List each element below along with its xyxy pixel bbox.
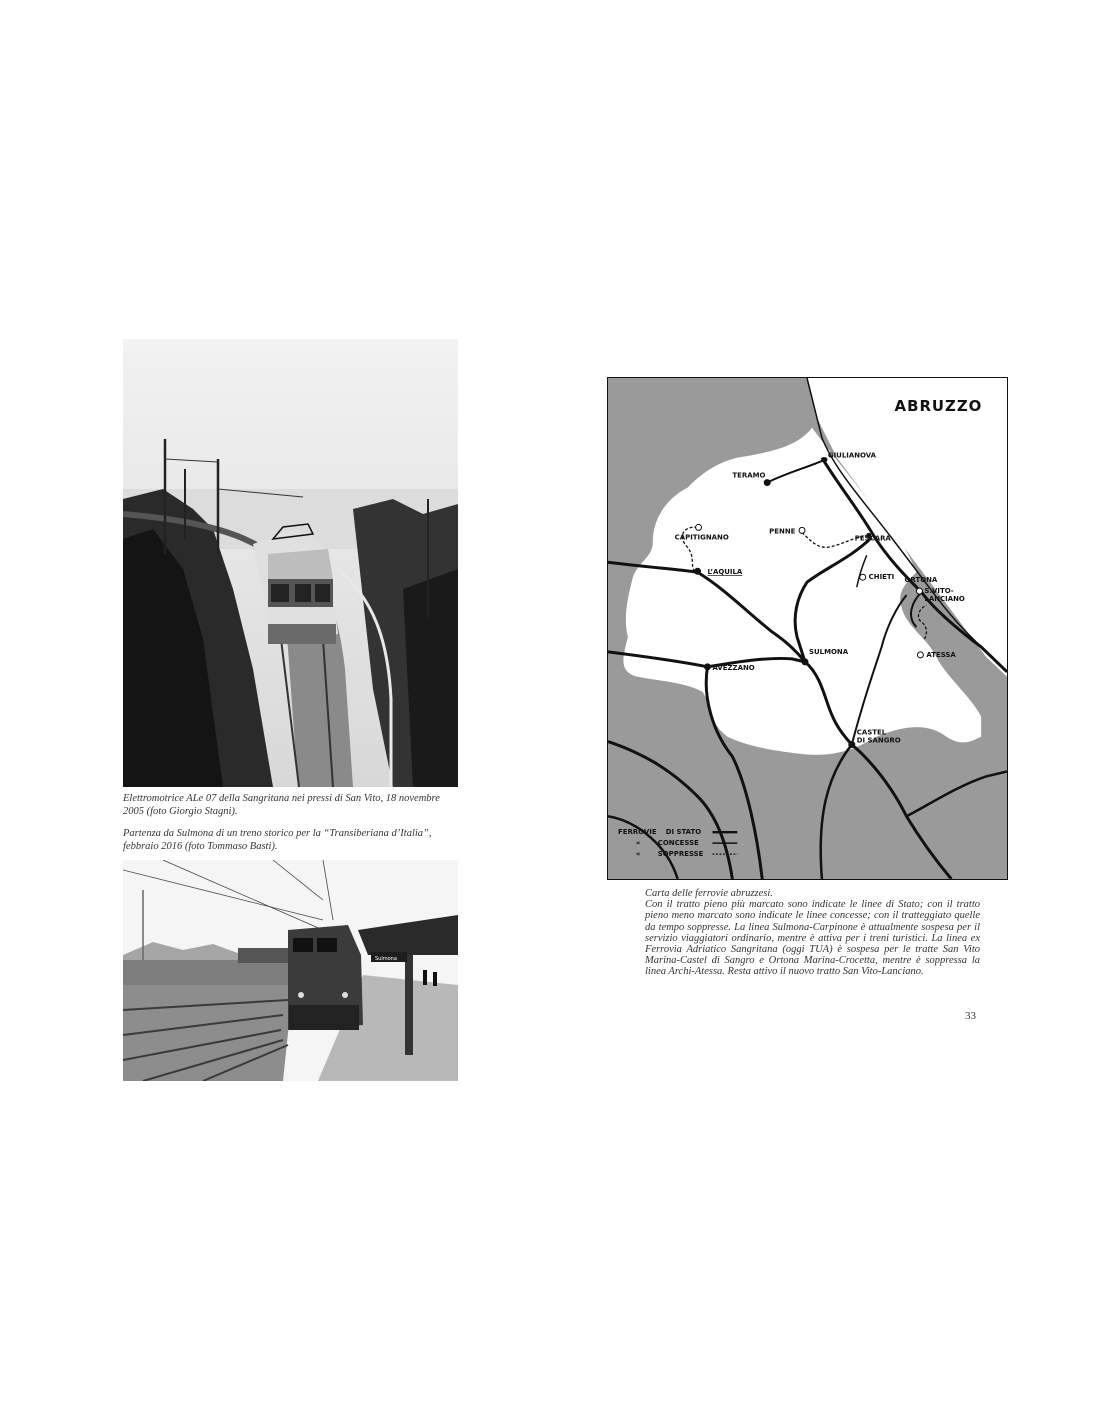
train-station-photo — [123, 860, 458, 1081]
label-sulmona: SULMONA — [808, 647, 849, 656]
train-at-station-photo — [123, 860, 458, 1081]
abruzzo-railway-map — [607, 377, 1008, 880]
label-svito: S.VITO- — [924, 587, 954, 596]
label-chieti: CHIETI — [868, 573, 895, 582]
photo2-caption: Partenza da Sulmona di un treno storico per la “Transiberiana d’Italia”, febbraio 2016 (foto Tommaso Basti). — [123, 828, 432, 852]
photo1-caption: Elettromotrice ALe 07 della Sangritana nei pressi di San Vito, 18 novembre 2005 (foto Giorgio Stagni). — [123, 793, 440, 817]
map-caption-body: Con il tratto pieno più marcato sono indicate le linee di Stato; con il tratto pieno meno marcato sono indicate le linee concesse; con il tratteggiato quelle da tempo soppresse. La linea Sulmona-Carpinone è attualmente sospesa per il servizio viaggiatori ordinario, mentre è attiva per i treni turistici. La linea ex Ferrovia Adriatico Sangritana (oggi TUA) è sospesa per le tratte San Vito Marina-Castel di Sangro e Ortona Marina-Crocetta, mentre è soppressa la linea Archi-Atessa. Resta attivo il nuovo tratto San Vito-Lanciano. — [645, 899, 980, 978]
train-on-coastal-curve-photo — [123, 339, 458, 787]
train-coastal-photo — [123, 339, 458, 787]
page-number: 33 — [965, 1010, 976, 1022]
legend-ferrovie: FERROVIE — [617, 828, 657, 837]
legend-soppresse: SOPPRESSE — [657, 850, 704, 859]
label-lanciano: LANCIANO — [924, 595, 965, 604]
label-disangro: DI SANGRO — [856, 736, 901, 745]
label-atessa: ATESSA — [926, 650, 956, 659]
legend-concesse: CONCESSE — [657, 839, 699, 848]
legend-di-stato: DI STATO — [665, 828, 702, 837]
label-teramo: TERAMO — [732, 471, 766, 480]
label-castel: CASTEL — [856, 728, 887, 737]
station-sign: Sulmona — [375, 956, 397, 962]
abruzzo-map-icon — [608, 378, 1007, 879]
label-laquila: L’AQUILA — [707, 568, 743, 577]
label-penne: PENNE — [769, 527, 796, 536]
label-giulianova: GIULIANOVA — [827, 451, 877, 460]
label-capitignano: CAPITIGNANO — [674, 533, 729, 542]
legend-bullet-concesse: « — [635, 839, 641, 848]
map-title: ABRUZZO — [894, 396, 983, 415]
map-caption — [645, 888, 980, 978]
label-avezzano: AVEZZANO — [712, 663, 755, 672]
label-ortona: ORTONA — [904, 576, 938, 585]
map-caption-title: Carta delle ferrovie abruzzesi. — [645, 888, 773, 899]
label-pescara: PESCARA — [854, 534, 891, 543]
legend-bullet-soppresse: « — [635, 850, 641, 859]
